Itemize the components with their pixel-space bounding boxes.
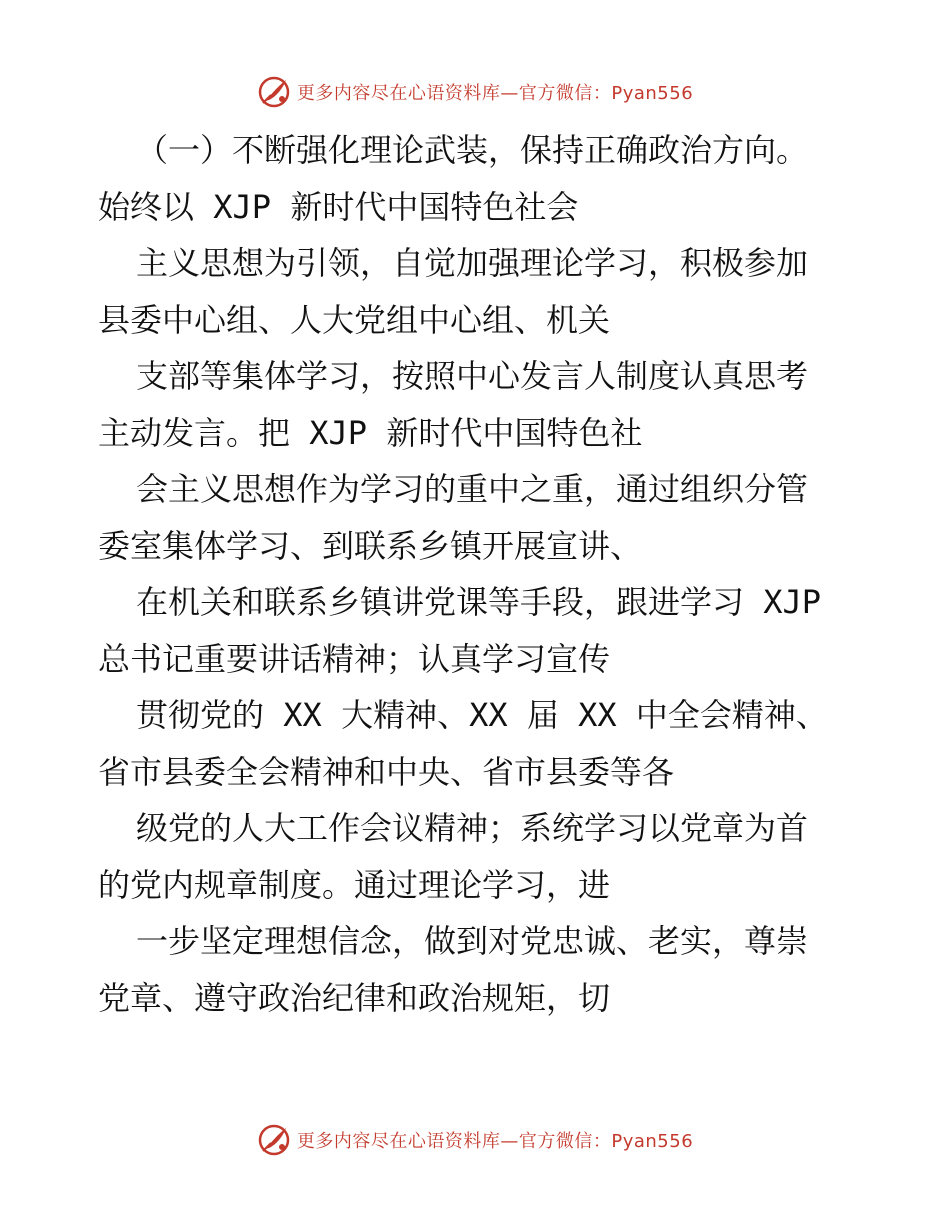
feather-pen-logo-icon — [257, 75, 291, 109]
text-line: 党章、遵守政治纪律和政治规矩，切 — [98, 978, 611, 1017]
text-line: 一步坚定理想信念，做到对党忠诚、老实，尊崇 — [136, 922, 809, 960]
text-line: 会主义思想作为学习的重中之重，通过组织分管 — [136, 470, 809, 508]
feather-pen-logo-icon — [257, 1123, 291, 1157]
footer-watermark — [0, 1120, 950, 1160]
header-watermark — [0, 72, 950, 112]
watermark-text: 更多内容尽在心语资料库—官方微信：Pyan556 — [296, 83, 694, 104]
text-line: 县委中心组、人大党组中心组、机关 — [98, 300, 611, 339]
text-line: 省市县委全会精神和中央、省市县委等各 — [98, 752, 675, 791]
text-line: 总书记重要讲话精神；认真学习宣传 — [98, 639, 611, 678]
text-line: 主义思想为引领，自觉加强理论学习，积极参加 — [136, 244, 809, 282]
text-line: 委室集体学习、到联系乡镇开展宣讲、 — [98, 526, 643, 565]
text-line: 贯彻党的 XX 大精神、XX 届 XX 中全会精神、 — [136, 696, 828, 734]
text-line: 支部等集体学习，按照中心发言人制度认真思考 — [136, 357, 809, 395]
document-body — [98, 122, 858, 1026]
text-line: 在机关和联系乡镇讲党课等手段，跟进学习 XJP — [136, 583, 822, 621]
text-line: 始终以 XJP 新时代中国特色社会 — [98, 187, 579, 226]
watermark-text: 更多内容尽在心语资料库—官方微信：Pyan556 — [296, 1131, 694, 1152]
text-line: 主动发言。把 XJP 新时代中国特色社 — [98, 413, 643, 452]
text-line: 的党内规章制度。通过理论学习，进 — [98, 865, 611, 904]
text-line: （一）不断强化理论武装，保持正确政治方向。 — [136, 131, 809, 169]
text-line: 级党的人大工作会议精神；系统学习以党章为首 — [136, 809, 809, 847]
